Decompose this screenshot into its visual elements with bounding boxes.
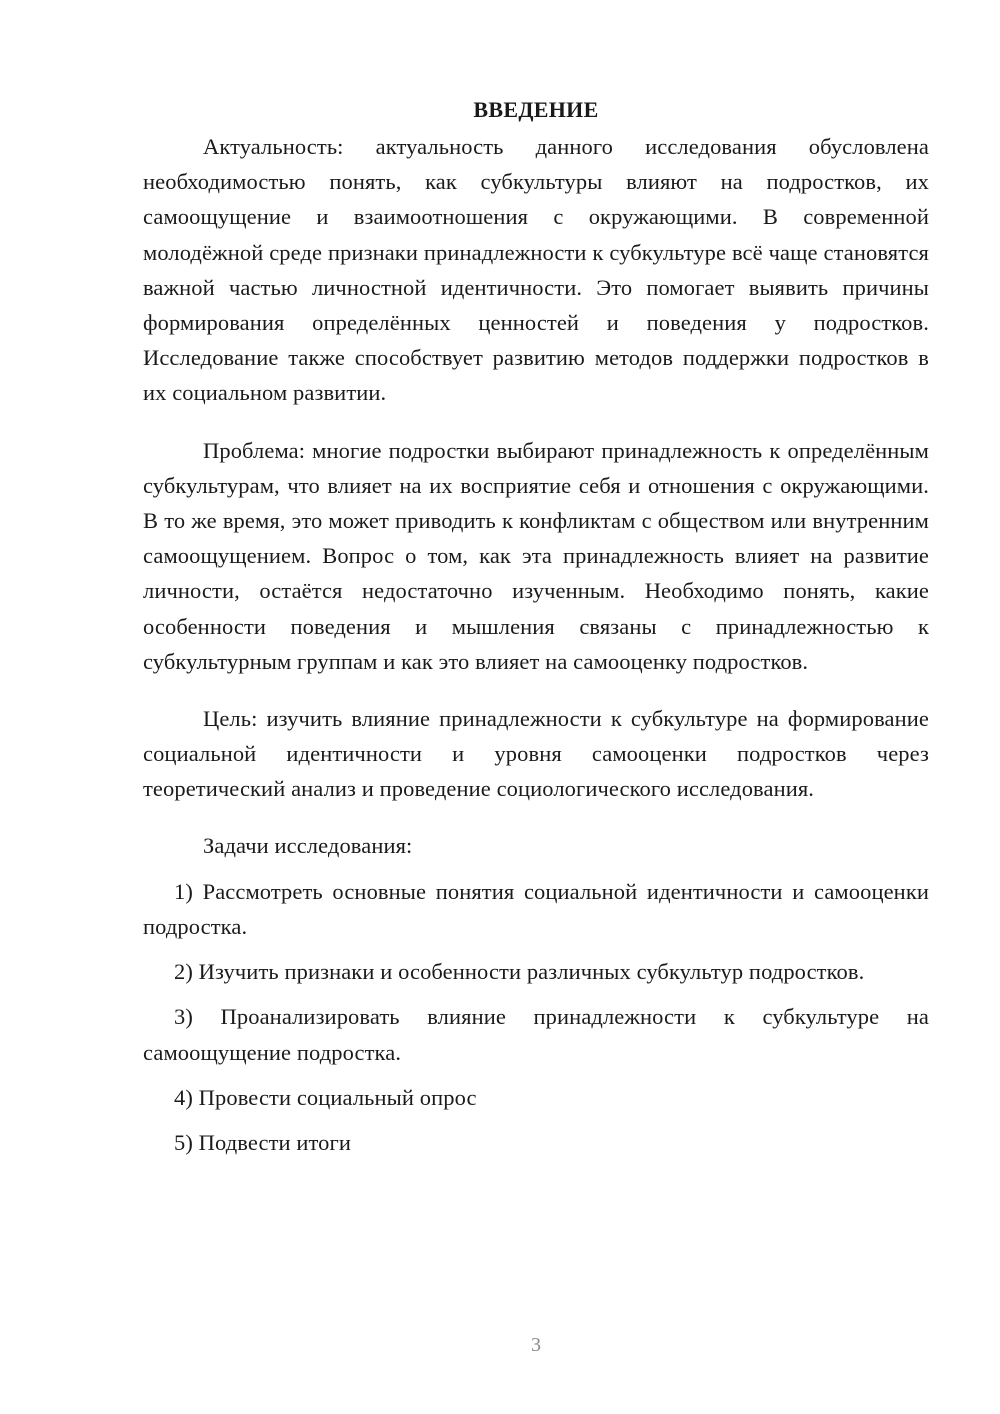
- section-heading: ВВЕДЕНИЕ: [473, 97, 599, 122]
- document-page: [143, 92, 929, 1160]
- list-item: 3) Проанализировать влияние принадлежности к субкультуре на самоощущение подростка.: [143, 1004, 929, 1065]
- paragraph-goal: Цель: изучить влияние принадлежности к субкультуре на формирование социальной идентичности и уровня самооценки подростков через теоретический анализ и проведение социологического исследования.: [143, 706, 929, 802]
- page-number: 3: [531, 1334, 541, 1356]
- list-item: 1) Рассмотреть основные понятия социальной идентичности и самооценки подростка.: [143, 878, 929, 940]
- paragraph-tasks-intro: Задачи исследования:: [203, 832, 413, 858]
- list-item: 2) Изучить признаки и особенности различных субкультур подростков.: [174, 959, 865, 985]
- paragraph-relevance: Актуальность: актуальность данного исследования обусловлена необходимостью понять, как субкультуры влияют на подростков, их самоощущение и взаимоотношения с окружающими. В современной молодёжной среде признаки принадлежности к субкультуре всё чаще становятся важной частью личностной идентичности. Это помогает выявить причины формирования определённых ценностей и поведения у подростков. Исследование также способствует развитию методов поддержки подростков в их социальном развитии.: [143, 134, 929, 406]
- list-item: 5) Подвести итоги: [174, 1130, 351, 1156]
- paragraph-problem: Проблема: многие подростки выбирают принадлежность к определённым субкультурам, что влияет на их восприятие себя и отношения с окружающими. В то же время, это может приводить к конфликтам с обществом или внутренним самоощущением. Вопрос о том, как эта принадлежность влияет на развитие личности, остаётся недостаточно изученным. Необходимо понять, какие особенности поведения и мышления связаны с принадлежностью к субкультурным группам и как это влияет на самооценку подростков.: [143, 437, 929, 674]
- list-item: 4) Провести социальный опрос: [174, 1084, 477, 1110]
